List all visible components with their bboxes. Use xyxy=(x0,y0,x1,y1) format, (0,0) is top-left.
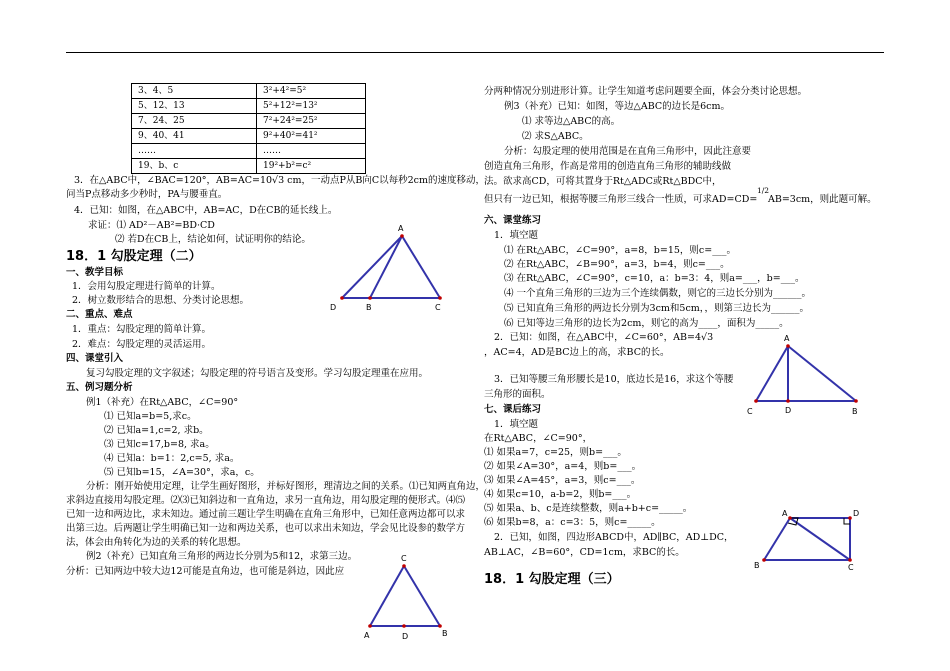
example-1-q3: ⑶ 已知c=17,b=8, 求a。 xyxy=(104,439,215,450)
fig4-label-a: A xyxy=(782,509,788,518)
practice-q5: ⑸ 已知直角三角形的两边长分别为3cm和5cm，，则第三边长为______。 xyxy=(504,303,810,314)
fig1-label-c: C xyxy=(435,303,441,312)
intro-text: 复习勾股定理的文字叙述；勾股定理的符号语言及变形。学习勾股定理重在应用。 xyxy=(86,368,429,379)
keypoint-2: 2．难点：勾股定理的灵活运用。 xyxy=(72,339,212,350)
table-row: 3、4、5 3²+4²=5² xyxy=(132,84,366,99)
analysis-1-line2: 求斜边直接用勾股定理。⑵⑶已知斜边和一直角边，求另一直角边，用勾股定理的便形式。⑷⑸ xyxy=(66,495,466,506)
example-3-q2: ⑵ 求S△ABC。 xyxy=(522,131,589,142)
homework-q6: ⑹ 如果b=8，a：c=3：5，则c=_____。 xyxy=(484,517,661,528)
analysis-2: 分析：已知两边中较大边12可能是直角边，也可能是斜边，因此应 xyxy=(66,566,345,577)
analysis-3-line2: 创造直角三角形，作高是常用的创造直角三角形的辅助线做 xyxy=(484,161,732,172)
goal-1: 1．会用勾股定理进行简单的计算。 xyxy=(72,281,221,292)
analysis-1-line4: 出第三边。后两题让学生明确已知一边和两边关系，也可以求出未知边，学会见比设参的数学方 xyxy=(66,523,466,534)
example-3: 例3（补充）已知：如图，等边△ABC的边长是6cm。 xyxy=(504,101,731,112)
fig4-label-d: D xyxy=(853,509,860,518)
heading-intro: 四、课堂引入 xyxy=(66,353,124,364)
goal-2: 2．树立数形结合的思想、分类讨论思想。 xyxy=(72,295,250,306)
fig3-label-c: C xyxy=(747,407,753,416)
example-1: 例1（补充）在Rt△ABC，∠C=90° xyxy=(86,397,239,408)
homework-fill-blank: 1．填空题 xyxy=(494,419,539,430)
section-title-2: 18．1 勾股定理（二） xyxy=(66,249,202,264)
problem-4-proof2: ⑵ 若D在CB上，结论如何，试证明你的结论。 xyxy=(115,234,311,245)
fig2-label-c: C xyxy=(401,554,407,563)
keypoint-1: 1．重点：勾股定理的简单计算。 xyxy=(72,324,212,335)
fig1-label-d: D xyxy=(330,303,337,312)
homework-2-line2: AB⊥AC，∠B=60°，CD=1cm，求BC的长。 xyxy=(484,547,685,558)
homework-q4: ⑷ 如果c=10，a-b=2，则b=___。 xyxy=(484,489,637,500)
heading-goals: 一、教学目标 xyxy=(66,267,124,278)
homework-2-line1: 2．已知，如图，四边形ABCD中，AD∥BC，AD⊥DC， xyxy=(494,532,734,543)
fig2-label-d: D xyxy=(402,632,409,641)
practice-q2: ⑵ 在Rt△ABC，∠B=90°，a=3，b=4，则c=___。 xyxy=(504,259,730,270)
example-2: 例2（补充）已知直角三角形的两边长分别为5和12，求第三边。 xyxy=(86,551,358,562)
table-row: 9、40、41 9²+40²=41² xyxy=(132,129,366,144)
fig3-label-a: A xyxy=(784,334,790,343)
homework-given: 在Rt△ABC，∠C=90°， xyxy=(484,433,593,444)
example-1-q5: ⑸ 已知b=15，∠A=30°，求a，c。 xyxy=(104,467,260,478)
analysis-1-line5: 法，体会由角转化为边的关系的转化思想。 xyxy=(66,537,247,548)
homework-q3: ⑶ 如果∠A=45°，a=3，则c=___。 xyxy=(484,475,641,486)
practice-q3: ⑶ 在Rt△ABC，∠C=90°，c=10，a：b=3：4，则a=___，b=___。 xyxy=(504,273,805,284)
fraction-half: 1/2 xyxy=(757,186,770,195)
analysis-2-cont: 分两种情况分别进形计算。让学生知道考虑问题要全面，体会分类讨论思想。 xyxy=(484,86,808,97)
analysis-3-line1: 分析：勾股定理的使用范围是在直角三角形中，因此注意要 xyxy=(504,146,752,157)
example-1-q1: ⑴ 已知a=b=5,求c。 xyxy=(104,411,197,422)
fig4-label-c: C xyxy=(848,563,854,572)
header-rule xyxy=(66,52,884,53)
homework-q1: ⑴ 如果a=7，c=25，则b=___。 xyxy=(484,447,627,458)
table-row: …… …… xyxy=(132,144,366,159)
table-row: 5、12、13 5²+12²=13² xyxy=(132,99,366,114)
fig4-label-b: B xyxy=(754,561,760,570)
homework-q5: ⑸ 如果a、b、c是连续整数，则a+b+c=_____。 xyxy=(484,503,693,514)
figure-triangle-altitude xyxy=(744,336,864,421)
heading-keypoints: 二、重点、难点 xyxy=(66,309,133,320)
figure-equilateral-triangle xyxy=(362,556,452,641)
heading-class-practice: 六、课堂练习 xyxy=(484,215,542,226)
figure-triangle-adc xyxy=(330,226,450,316)
practice-q4: ⑷ 一个直角三角形的三边为三个连续偶数，则它的三边长分别为______。 xyxy=(504,288,812,299)
problem-4-proof1: 求证：⑴ AD²－AB²=BD·CD xyxy=(88,220,215,231)
problem-4-line1: 4．已知：如图，在△ABC中，AB=AC，D在CB的延长线上。 xyxy=(74,205,338,216)
problem-3-line2: 问当P点移动多少秒时，PA与腰垂直。 xyxy=(66,189,228,200)
practice-q1: ⑴ 在Rt△ABC，∠C=90°，a=8，b=15，则c=___。 xyxy=(504,245,736,256)
problem-3-line1: 3．在△ABC中，∠BAC=120°，AB=AC=10√3 cm，一动点P从B向C以每秒2cm的速度移动， xyxy=(74,175,485,186)
practice-2-line2: ，AC=4，AD是BC边上的高，求BC的长。 xyxy=(484,347,670,358)
fig2-label-a: A xyxy=(364,631,370,640)
heading-homework: 七、课后练习 xyxy=(484,404,542,415)
fig2-label-b: B xyxy=(442,629,448,638)
fig3-label-d: D xyxy=(785,406,792,415)
practice-fill-blank: 1．填空题 xyxy=(494,230,539,241)
example-1-q4: ⑷ 已知a：b=1：2,c=5, 求a。 xyxy=(104,453,240,464)
table-row: 19、b、c 19²+b²=c² xyxy=(132,159,366,174)
analysis-1-line3: 已知一边和两边比，求未知边。通过前三题让学生明确在直角三角形中，已知任意两边都可以求 xyxy=(66,509,466,520)
homework-q2: ⑵ 如果∠A=30°，a=4，则b=___。 xyxy=(484,461,642,472)
fig3-label-b: B xyxy=(852,407,858,416)
practice-3-line2: 三角形的面积。 xyxy=(484,389,551,400)
practice-2-line1: 2．已知：如图，在△ABC中，∠C=60°，AB=4√3 xyxy=(494,332,714,343)
practice-q6: ⑹ 已知等边三角形的边长为2cm，则它的高为____，面积为_____。 xyxy=(504,318,789,329)
section-title-3: 18．1 勾股定理（三） xyxy=(484,572,620,587)
heading-examples: 五、例习题分析 xyxy=(66,382,133,393)
analysis-1-line1: 分析：刚开始使用定理，让学生画好图形，并标好图形，理清边之间的关系。⑴已知两直角边， xyxy=(86,481,486,492)
table-row: 7、24、25 7²+24²=25² xyxy=(132,114,366,129)
pythagorean-triples-table xyxy=(131,83,366,174)
example-1-q2: ⑵ 已知a=1,c=2, 求b。 xyxy=(104,425,209,436)
fig1-label-a: A xyxy=(398,224,404,233)
practice-3-line1: 3．已知等腰三角形腰长是10，底边长是16，求这个等腰 xyxy=(494,374,734,385)
analysis-3-line4-end: AB=3cm，则此题可解。 xyxy=(768,194,877,205)
example-3-q1: ⑴ 求等边△ABC的高。 xyxy=(522,116,621,127)
figure-quadrilateral xyxy=(752,506,862,576)
fig1-label-b: B xyxy=(366,303,372,312)
analysis-3-line3: 法。欲求高CD，可将其置身于Rt△ADC或Rt△BDC中， xyxy=(484,176,722,187)
analysis-3-line4: 但只有一边已知，根据等腰三角形三线合一性质，可求AD=CD= xyxy=(484,194,758,205)
